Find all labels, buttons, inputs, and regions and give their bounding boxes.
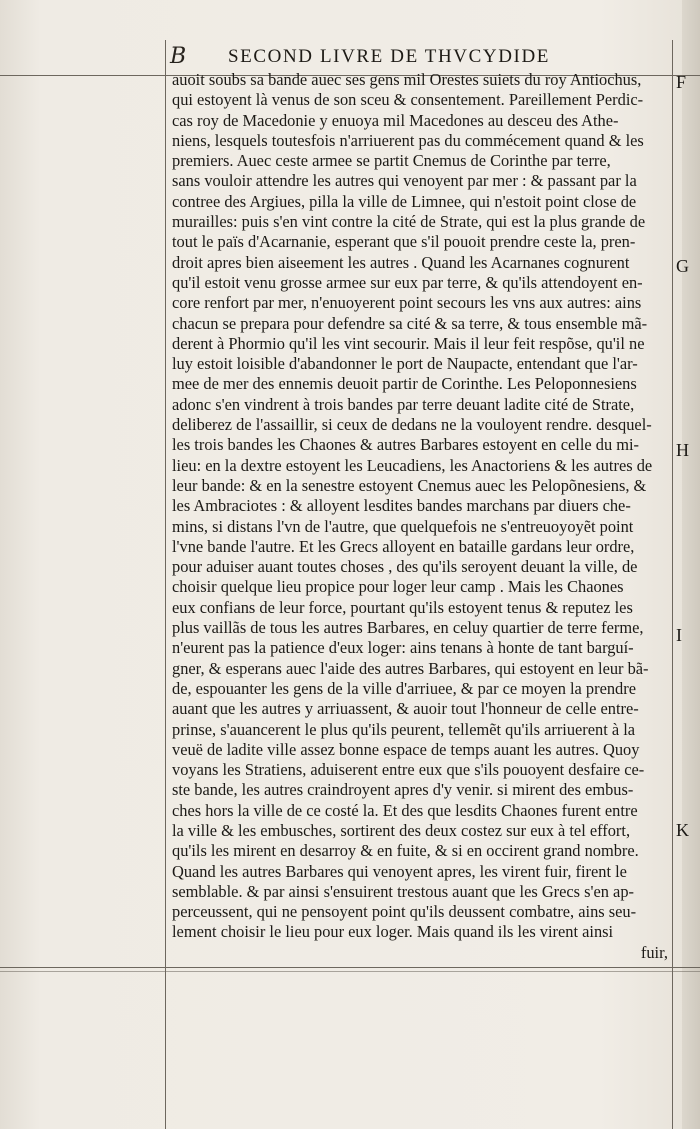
page-edge bbox=[682, 0, 700, 1129]
text-line: qu'il estoit venu grosse armee sur eux par terre, & qu'ils attendoyent en- bbox=[172, 272, 643, 292]
text-line: tout le païs d'Acarnanie, esperant que s'il pouoit prendre ceste la, pren- bbox=[172, 232, 636, 252]
folio-signature: B bbox=[170, 44, 187, 69]
margin-letter-k: K bbox=[676, 820, 689, 840]
text-line: qui estoyent là venus de son sceu & consentement. Pareillement Perdic- bbox=[172, 90, 644, 110]
text-line: choisir quelque lieu propice pour loger leur camp . Mais les Chaones bbox=[172, 577, 624, 597]
text-line: derent à Phormio qu'il les vint secourir. Mais il leur feit respõse, qu'il ne bbox=[172, 333, 645, 353]
text-line: perceussent, qui ne pensoyent point qu'ils deussent combatre, ains seu- bbox=[172, 902, 637, 922]
text-line: auoit soubs sa bande auec ses gens mil Orestes suiets du roy Antiochus, bbox=[172, 70, 642, 89]
text-line: ches hors la ville de ce costé la. Et des que lesdits Chaones furent entre bbox=[172, 800, 638, 820]
text-line: l'vne bande l'autre. Et les Grecs alloyent en bataille gardans leur ordre, bbox=[172, 536, 635, 556]
text-line: auant que les autres y arriuassent, & auoir tout l'honneur de celle entre- bbox=[172, 699, 639, 719]
text-line: leur bande: & en la senestre estoyent Cnemus auec les Pelopõnesiens, & bbox=[172, 475, 647, 495]
right-margin-rule bbox=[672, 40, 673, 1129]
text-line: pour aduiser auant toutes choses , des qu'ils seroyent deuant la ville, de bbox=[172, 557, 638, 577]
catchword: fuir, bbox=[640, 942, 668, 962]
bottom-rule-secondary bbox=[0, 971, 700, 972]
text-line: deliberez de l'assaillir, si ceux de dedans ne la vouloyent rendre. desquel- bbox=[172, 415, 652, 435]
text-line: Quand les autres Barbares qui venoyent apres, les virent fuir, firent le bbox=[172, 861, 627, 881]
text-line: prinse, s'auancerent le plus qu'ils peurent, tellemẽt qu'ils arriuerent à la bbox=[172, 719, 636, 739]
text-line: la ville & les embusches, sortirent des deux costez sur eux à tel effort, bbox=[172, 820, 631, 840]
text-line: de, espouanter les gens de la ville d'arriuee, & par ce moyen la prendre bbox=[172, 678, 636, 698]
margin-letter-g: G bbox=[676, 256, 689, 276]
text-line: premiers. Auec ceste armee se partit Cnemus de Corinthe par terre, bbox=[172, 151, 611, 171]
left-margin-rule bbox=[165, 40, 166, 1129]
text-line: lement choisir le lieu pour eux loger. Mais quand ils les virent ainsi bbox=[172, 922, 614, 942]
text-line: n'eurent pas la patience d'eux loger: ains tenans à honte de tant barguí- bbox=[172, 638, 634, 658]
running-title: SECOND LIVRE DE THVCYDIDE bbox=[228, 46, 550, 67]
text-line: qu'ils les mirent en desarroy & en fuite, & si en occirent grand nombre. bbox=[172, 841, 639, 861]
text-line: plus vaillãs de tous les autres Barbares, en celuy quartier de terre ferme, bbox=[172, 618, 644, 638]
text-line: murailles: puis s'en vint contre la cité de Strate, qui est la plus grande de bbox=[172, 212, 646, 232]
text-line: eux confians de leur force, pourtant qu'ils estoyent tenus & reputez les bbox=[172, 597, 633, 617]
margin-letter-f: F bbox=[676, 72, 687, 92]
text-line: sans vouloir attendre les autres qui venoyent par mer : & passant par la bbox=[172, 171, 637, 191]
text-line: niens, lesquels toutesfois n'arriuerent pas du commécement quand & les bbox=[172, 130, 644, 150]
text-line: core renfort par mer, n'enuoyerent point secours les vns aux autres: ains bbox=[172, 293, 642, 313]
bottom-rule bbox=[0, 967, 700, 968]
text-line: cas roy de Macedonie y enuoya mil Macedones au desceu des Athe- bbox=[172, 110, 619, 130]
text-line: adonc s'en vindrent à trois bandes par terre deuant ladite cité de Strate, bbox=[172, 394, 635, 414]
text-line: voyans les Stratiens, aduiserent entre eux que s'ils pouoyent desfaire ce- bbox=[172, 760, 645, 780]
text-line: droit apres bien aiseement les autres . Quand les Acarnanes cognurent bbox=[172, 252, 630, 272]
text-line: lieu: en la dextre estoyent les Leucadiens, les Anactoriens & les autres de bbox=[172, 455, 653, 475]
text-line: veuë de ladite ville assez bonne espace de temps auant les autres. Quoy bbox=[172, 739, 640, 759]
text-line: les Ambraciotes : & alloyent lesdites bandes marchans par diuers che- bbox=[172, 496, 631, 516]
text-line: gner, & esperans auec l'aide des autres Barbares, qui estoyent en leur bã- bbox=[172, 658, 649, 678]
text-line: chacun se prepara pour defendre sa cité & sa terre, & tous ensemble mã- bbox=[172, 313, 648, 333]
text-line: mee de mer des ennemis deuoit partir de Corinthe. Les Peloponnesiens bbox=[172, 374, 637, 394]
text-line: contree des Argiues, pilla la ville de Limnee, qui n'estoit point close de bbox=[172, 191, 637, 211]
margin-letter-h: H bbox=[676, 440, 689, 460]
body-text bbox=[172, 70, 670, 963]
text-line: semblable. & par ainsi s'ensuirent trestous auant que les Grecs s'en ap- bbox=[172, 881, 634, 901]
text-line: les trois bandes les Chaones & autres Barbares estoyent en celle du mi- bbox=[172, 435, 639, 455]
text-line: ste bande, les autres craindroyent apres d'y venir. si mirent des embus- bbox=[172, 780, 634, 800]
text-line: mins, si distans l'vn de l'autre, que quelquefois ne s'entreuoyoyẽt point bbox=[172, 516, 634, 536]
text-line: luy estoit loisible d'abandonner le port de Naupacte, entendant que l'ar- bbox=[172, 354, 638, 374]
margin-letter-i: I bbox=[676, 625, 682, 645]
